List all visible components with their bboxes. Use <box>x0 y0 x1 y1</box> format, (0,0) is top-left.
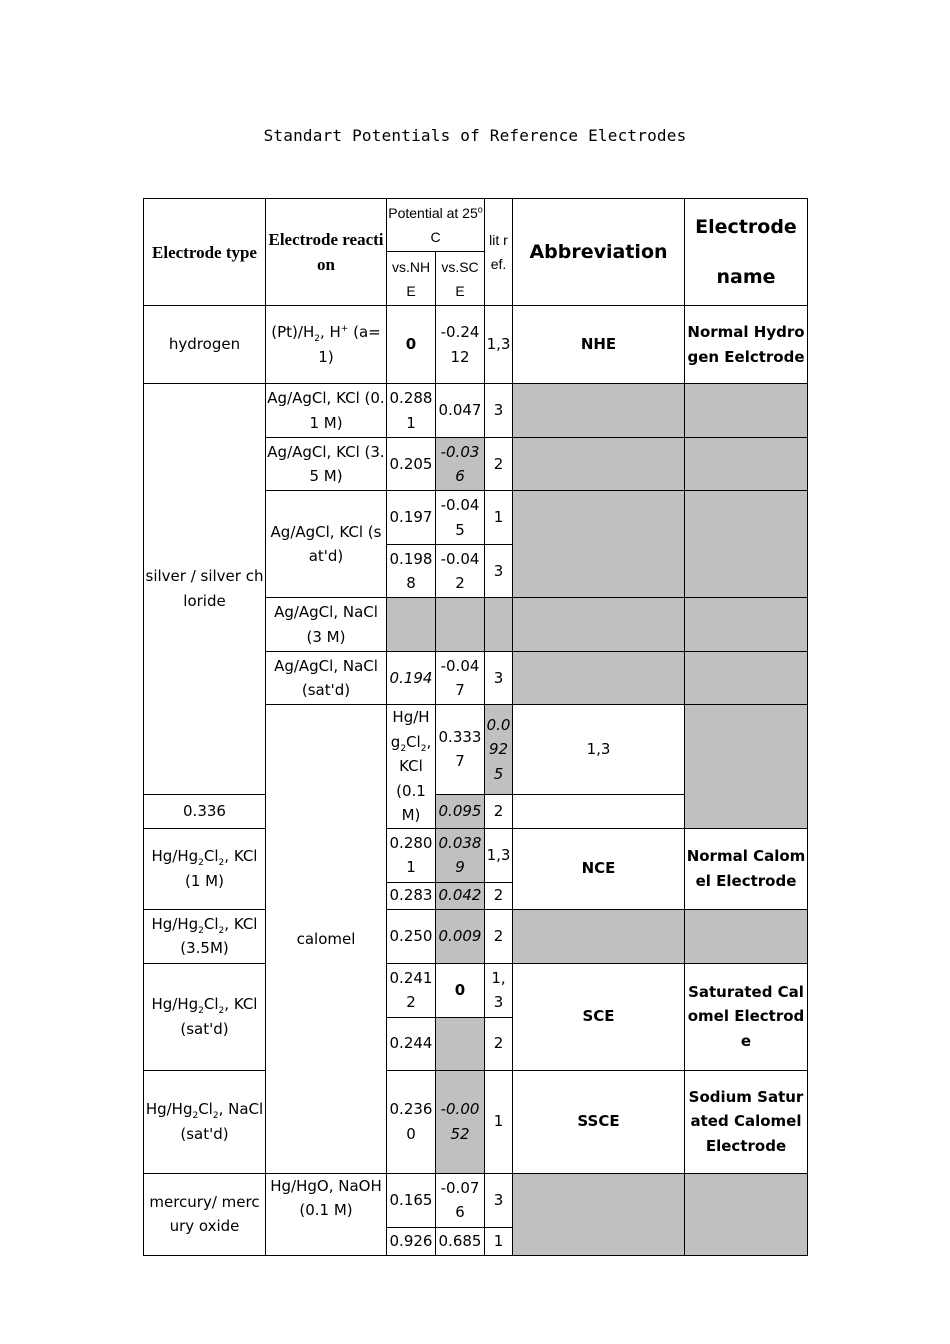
abbreviation-cell: SSCE <box>513 1070 685 1173</box>
sce-cell: 0.685 <box>436 1227 485 1255</box>
sce-cell <box>436 598 485 652</box>
ref-cell: 1, 3 <box>485 963 513 1017</box>
sce-cell <box>436 1017 485 1070</box>
nhe-cell: 0.336 <box>144 794 266 828</box>
ref-cell <box>485 598 513 652</box>
nhe-cell: 0.250 <box>387 909 436 963</box>
sce-cell: 0.047 <box>436 384 485 438</box>
header-row <box>144 199 808 252</box>
ref-cell: 2 <box>485 794 513 828</box>
sce-cell: 0 <box>436 963 485 1017</box>
sce-cell: 0.095 <box>436 794 485 828</box>
group-mercury: mercury/ mercury oxide <box>144 1173 266 1255</box>
nhe-cell: 0.2881 <box>387 384 436 438</box>
table-row <box>144 909 808 963</box>
sce-cell: -0.047 <box>436 652 485 705</box>
group-calomel: calomel <box>266 705 387 1174</box>
abbreviation-cell <box>685 705 808 829</box>
sce-cell: 0.009 <box>436 909 485 963</box>
table-row <box>144 1070 808 1173</box>
reaction-cell: $Hg/Hg_2Cl_2$, KCl (0.1M) <box>387 705 436 829</box>
abbreviation-cell <box>513 491 685 598</box>
abbreviation-cell <box>513 909 685 963</box>
reaction-cell: $Hg/Hg_2Cl_2$, KCl (1 M) <box>144 828 266 909</box>
nhe-cell <box>387 598 436 652</box>
sce-cell: -0.042 <box>436 545 485 598</box>
abbreviation-cell: NHE <box>513 306 685 384</box>
abbreviation-cell <box>513 1173 685 1255</box>
nhe-cell: 0.2360 <box>387 1070 436 1173</box>
header-electrode-reaction: Electrode reaction <box>266 199 387 306</box>
reaction-cell: Hg/HgO, NaOH (0.1 M) <box>266 1173 387 1255</box>
nhe-cell: 0.926 <box>387 1227 436 1255</box>
electrode-name-cell <box>685 438 808 491</box>
abbreviation-cell <box>513 652 685 705</box>
nhe-cell: 0.2412 <box>387 963 436 1017</box>
nhe-cell: 0.2801 <box>387 828 436 882</box>
ref-cell: 3 <box>485 545 513 598</box>
table-row <box>144 306 808 384</box>
reference-electrodes-table <box>143 198 808 1256</box>
ref-cell: 2 <box>485 1017 513 1070</box>
ref-cell: 3 <box>485 384 513 438</box>
ref-cell: 2 <box>485 909 513 963</box>
ref-cell: 2 <box>485 882 513 909</box>
sce-cell: 0.0389 <box>436 828 485 882</box>
nhe-cell: 0.205 <box>387 438 436 491</box>
electrode-name-cell <box>685 384 808 438</box>
page-title: Standart Potentials of Reference Electrodes <box>263 126 687 145</box>
ref-cell: 3 <box>485 1173 513 1227</box>
abbreviation-cell <box>513 598 685 652</box>
electrode-name-cell: Normal Hydrogen Eelctrode <box>685 306 808 384</box>
nhe-cell: 0.194 <box>387 652 436 705</box>
reaction-cell: Ag/AgCl, NaCl (sat'd) <box>266 652 387 705</box>
ref-cell: 1,3 <box>485 828 513 882</box>
reaction-cell: Ag/AgCl, NaCl (3 M) <box>266 598 387 652</box>
nhe-cell: 0.165 <box>387 1173 436 1227</box>
group-silver: silver / silver chloride <box>144 384 266 795</box>
sce-cell: 0.042 <box>436 882 485 909</box>
nhe-cell: 0.1988 <box>387 545 436 598</box>
abbreviation-cell <box>513 384 685 438</box>
sce-cell: 0.0925 <box>485 705 513 795</box>
header-vs-nhe: vs.NHE <box>387 252 436 306</box>
electrode-name-cell: Saturated Calomel Electrode <box>685 963 808 1070</box>
reaction-cell: Ag/AgCl, KCl (sat'd) <box>266 491 387 598</box>
group-hydrogen: hydrogen <box>144 306 266 384</box>
sce-cell: -0.045 <box>436 491 485 545</box>
electrode-name-cell <box>685 491 808 598</box>
header-vs-sce: vs.SCE <box>436 252 485 306</box>
ref-cell: 1 <box>485 491 513 545</box>
reaction-cell: $(Pt)/H_2$, H+ (a=1) <box>266 306 387 384</box>
ref-cell: 1,3 <box>485 306 513 384</box>
abbreviation-cell: SCE <box>513 963 685 1070</box>
header-electrode-name: Electrode name <box>685 199 808 306</box>
electrode-name-cell: Sodium Saturated Calomel Electrode <box>685 1070 808 1173</box>
header-electrode-type: Electrode type <box>144 199 266 306</box>
electrode-name-cell <box>685 652 808 705</box>
electrode-name-cell <box>685 598 808 652</box>
header-lit-ref: lit ref. <box>485 199 513 306</box>
abbreviation-cell <box>513 438 685 491</box>
sce-cell: -0.2412 <box>436 306 485 384</box>
ref-cell: 3 <box>485 652 513 705</box>
reaction-cell: $Hg/Hg_2Cl_2$, KCl (sat'd) <box>144 963 266 1070</box>
abbreviation-cell: NCE <box>513 828 685 909</box>
ref-cell: 1 <box>485 1070 513 1173</box>
electrode-name-cell <box>685 909 808 963</box>
sce-cell: -0.036 <box>436 438 485 491</box>
table-row <box>144 828 808 882</box>
header-potential: Potential at 25$^o$C <box>387 199 485 252</box>
nhe-cell: 0.283 <box>387 882 436 909</box>
nhe-cell: 0.3337 <box>436 705 485 795</box>
sce-cell: -0.0052 <box>436 1070 485 1173</box>
ref-cell: 1 <box>485 1227 513 1255</box>
ref-cell: 1,3 <box>513 705 685 795</box>
ref-cell: 2 <box>485 438 513 491</box>
nhe-cell: 0.244 <box>387 1017 436 1070</box>
reaction-cell: Ag/AgCl, KCl (3.5 M) <box>266 438 387 491</box>
table-row <box>144 1173 808 1227</box>
table-row <box>144 384 808 438</box>
table-row <box>144 963 808 1017</box>
header-abbreviation: Abbreviation <box>513 199 685 306</box>
sce-cell: -0.076 <box>436 1173 485 1227</box>
nhe-cell: 0 <box>387 306 436 384</box>
electrode-name-cell <box>685 1173 808 1255</box>
reaction-cell: $Hg/Hg_2Cl_2$, NaCl (sat'd) <box>144 1070 266 1173</box>
electrode-name-cell: Normal Calomel Electrode <box>685 828 808 909</box>
nhe-cell: 0.197 <box>387 491 436 545</box>
reaction-cell: $Hg/Hg_2Cl_2$, KCl (3.5M) <box>144 909 266 963</box>
reaction-cell: Ag/AgCl, KCl (0.1 M) <box>266 384 387 438</box>
